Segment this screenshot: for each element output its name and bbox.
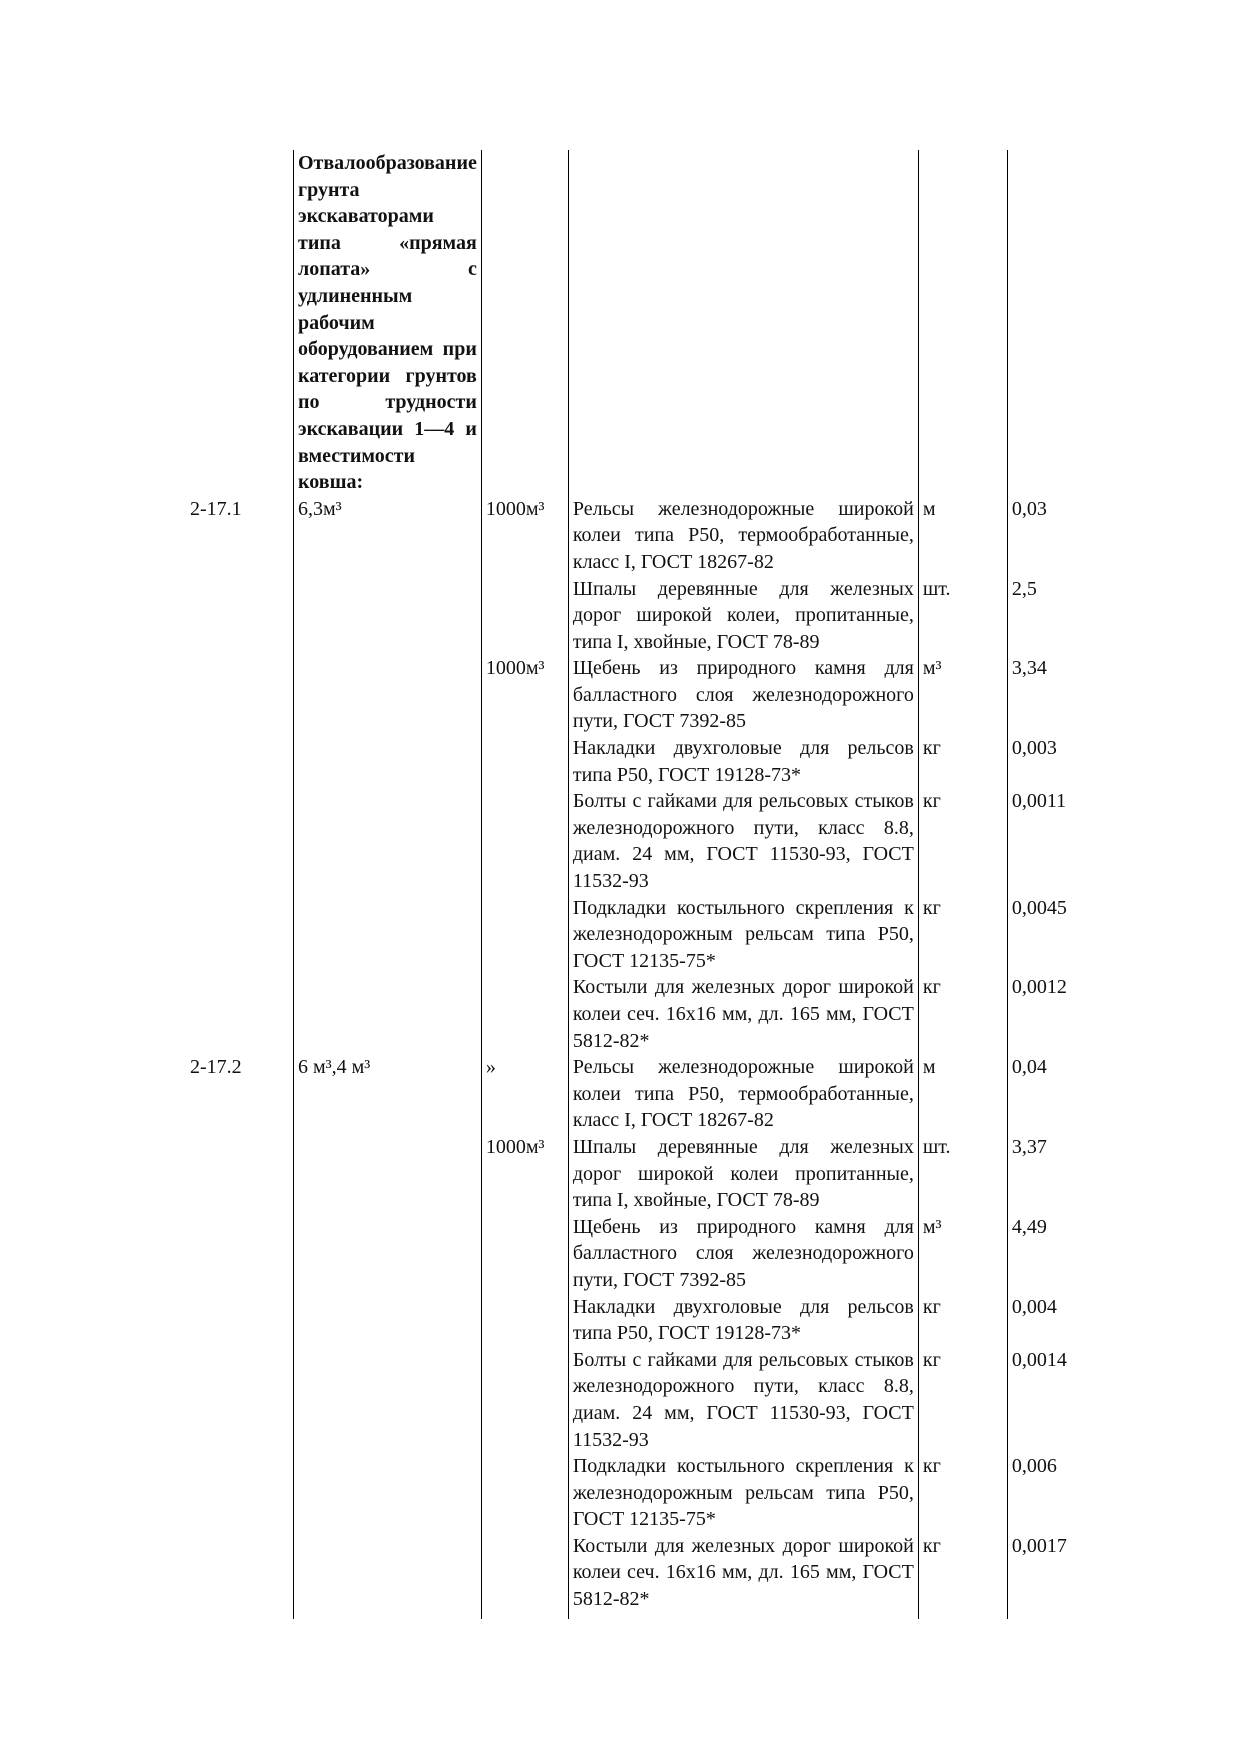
- empty-cell: [186, 735, 294, 788]
- material-name: Подкладки костыльного скрепления к железнодорожным рельсам типа Р50, ГОСТ 12135-75*: [568, 1453, 918, 1533]
- material-name: Шпалы деревянные для железных дорог широкой колеи, пропитанные, типа I, хвойные, ГОСТ 78-89: [568, 576, 918, 656]
- norm-code: 2-17.1: [190, 497, 242, 520]
- table-row: [186, 788, 1116, 894]
- material-quantity: 0,004: [1007, 1294, 1116, 1347]
- empty-cell: [294, 1134, 482, 1214]
- material-name: Костыли для железных дорог широкой колеи сеч. 16х16 мм, дл. 165 мм, ГОСТ 5812-82*: [568, 974, 918, 1054]
- material-quantity: 0,006: [1007, 1453, 1116, 1533]
- section-heading-row: [186, 150, 1116, 496]
- material-quantity: 3,34: [1007, 655, 1116, 735]
- measure-unit: [481, 1453, 568, 1533]
- empty-cell: [186, 895, 294, 975]
- material-name: Накладки двухголовые для рельсов типа Р50, ГОСТ 19128-73*: [568, 735, 918, 788]
- measure-unit: [481, 1214, 568, 1294]
- material-unit: кг: [918, 735, 1007, 788]
- material-quantity: 2,5: [1007, 576, 1116, 656]
- empty-cell: [294, 576, 482, 656]
- measure-unit: »: [481, 1054, 568, 1134]
- empty-cell: [186, 1134, 294, 1214]
- bucket-capacity: 6 м³,4 м³: [294, 1054, 482, 1134]
- material-unit: м: [918, 1054, 1007, 1134]
- table-row: [186, 576, 1116, 656]
- empty-cell: [294, 895, 482, 975]
- material-name: Щебень из природного камня для балластного слоя железнодорожного пути, ГОСТ 7392-85: [568, 1214, 918, 1294]
- empty-cell: [186, 655, 294, 735]
- material-quantity: 0,0012: [1007, 974, 1116, 1054]
- material-unit: кг: [918, 895, 1007, 975]
- material-unit: м³: [918, 655, 1007, 735]
- material-quantity: 0,03: [1007, 496, 1116, 576]
- material-name: Болты с гайками для рельсовых стыков железнодорожного пути, класс 8.8, диам. 24 мм, ГОСТ 11530-93, ГОСТ 11532-93: [568, 1347, 918, 1453]
- material-unit: кг: [918, 1453, 1007, 1533]
- empty-cell: [294, 655, 482, 735]
- empty-cell: [186, 150, 294, 496]
- material-unit: м: [918, 496, 1007, 576]
- empty-cell: [294, 788, 482, 894]
- empty-cell: [481, 150, 568, 496]
- norms-table: [186, 150, 1116, 1619]
- material-unit: кг: [918, 1294, 1007, 1347]
- empty-cell: [186, 788, 294, 894]
- empty-cell: [186, 1533, 294, 1619]
- empty-cell: [186, 1294, 294, 1347]
- table-row: [186, 496, 1116, 576]
- table-row: [186, 1054, 1116, 1134]
- material-quantity: 0,04: [1007, 1054, 1116, 1134]
- material-quantity: 3,37: [1007, 1134, 1116, 1214]
- material-unit: кг: [918, 1533, 1007, 1619]
- empty-cell: [294, 1533, 482, 1619]
- empty-cell: [568, 150, 918, 496]
- table-row: [186, 1214, 1116, 1294]
- table-row: [186, 1533, 1116, 1619]
- material-unit: шт.: [918, 1134, 1007, 1214]
- measure-unit: [481, 1533, 568, 1619]
- empty-cell: [294, 735, 482, 788]
- table-row: [186, 1453, 1116, 1533]
- empty-cell: [294, 1214, 482, 1294]
- measure-unit: [481, 895, 568, 975]
- measure-unit: 1000м³: [481, 655, 568, 735]
- table-row: [186, 735, 1116, 788]
- table-row: [186, 974, 1116, 1054]
- material-name: Рельсы железнодорожные широкой колеи типа Р50, термообработанные, класс I, ГОСТ 18267-82: [568, 1054, 918, 1134]
- measure-unit: [481, 1294, 568, 1347]
- empty-cell: [294, 1453, 482, 1533]
- measure-unit: 1000м³: [481, 496, 568, 576]
- material-unit: кг: [918, 788, 1007, 894]
- material-unit: шт.: [918, 576, 1007, 656]
- measure-unit: [481, 576, 568, 656]
- material-name: Подкладки костыльного скрепления к железнодорожным рельсам типа Р50, ГОСТ 12135-75*: [568, 895, 918, 975]
- material-name: Шпалы деревянные для железных дорог широкой колеи пропитанные, типа I, хвойные, ГОСТ 78-89: [568, 1134, 918, 1214]
- material-quantity: 0,0045: [1007, 895, 1116, 975]
- material-quantity: 0,0014: [1007, 1347, 1116, 1453]
- table-row: [186, 655, 1116, 735]
- norms-table-body: [186, 150, 1116, 1619]
- material-quantity: 0,003: [1007, 735, 1116, 788]
- empty-cell: [1007, 150, 1116, 496]
- empty-cell: [186, 1347, 294, 1453]
- measure-unit: 1000м³: [481, 1134, 568, 1214]
- material-name: Костыли для железных дорог широкой колеи сеч. 16х16 мм, дл. 165 мм, ГОСТ 5812-82*: [568, 1533, 918, 1619]
- material-unit: м³: [918, 1214, 1007, 1294]
- material-unit: кг: [918, 974, 1007, 1054]
- measure-unit: [481, 735, 568, 788]
- empty-cell: [294, 974, 482, 1054]
- material-quantity: 4,49: [1007, 1214, 1116, 1294]
- material-quantity: 0,0017: [1007, 1533, 1116, 1619]
- table-row: [186, 1294, 1116, 1347]
- empty-cell: [918, 150, 1007, 496]
- bucket-capacity: 6,3м³: [294, 496, 482, 576]
- section-heading: Отвалообразование грунта экскаваторами типа «прямая лопата» с удлиненным рабочим оборудованием при категории грунтов по трудности экскавации 1—4 и вместимости ковша:: [294, 150, 482, 496]
- material-name: Болты с гайками для рельсовых стыков железнодорожного пути, класс 8.8, диам. 24 мм, ГОСТ 11530-93, ГОСТ 11532-93: [568, 788, 918, 894]
- material-unit: кг: [918, 1347, 1007, 1453]
- empty-cell: [186, 974, 294, 1054]
- measure-unit: [481, 1347, 568, 1453]
- measure-unit: [481, 974, 568, 1054]
- empty-cell: [294, 1347, 482, 1453]
- empty-cell: [294, 1294, 482, 1347]
- table-row: [186, 895, 1116, 975]
- norm-code: 2-17.2: [190, 1056, 242, 1079]
- empty-cell: [186, 1214, 294, 1294]
- material-name: Накладки двухголовые для рельсов типа Р50, ГОСТ 19128-73*: [568, 1294, 918, 1347]
- material-name: Рельсы железнодорожные широкой колеи типа Р50, термообработанные, класс I, ГОСТ 18267-82: [568, 496, 918, 576]
- material-quantity: 0,0011: [1007, 788, 1116, 894]
- table-row: [186, 1347, 1116, 1453]
- table-row: [186, 1134, 1116, 1214]
- measure-unit: [481, 788, 568, 894]
- material-name: Щебень из природного камня для балластного слоя железнодорожного пути, ГОСТ 7392-85: [568, 655, 918, 735]
- empty-cell: [186, 576, 294, 656]
- empty-cell: [186, 1453, 294, 1533]
